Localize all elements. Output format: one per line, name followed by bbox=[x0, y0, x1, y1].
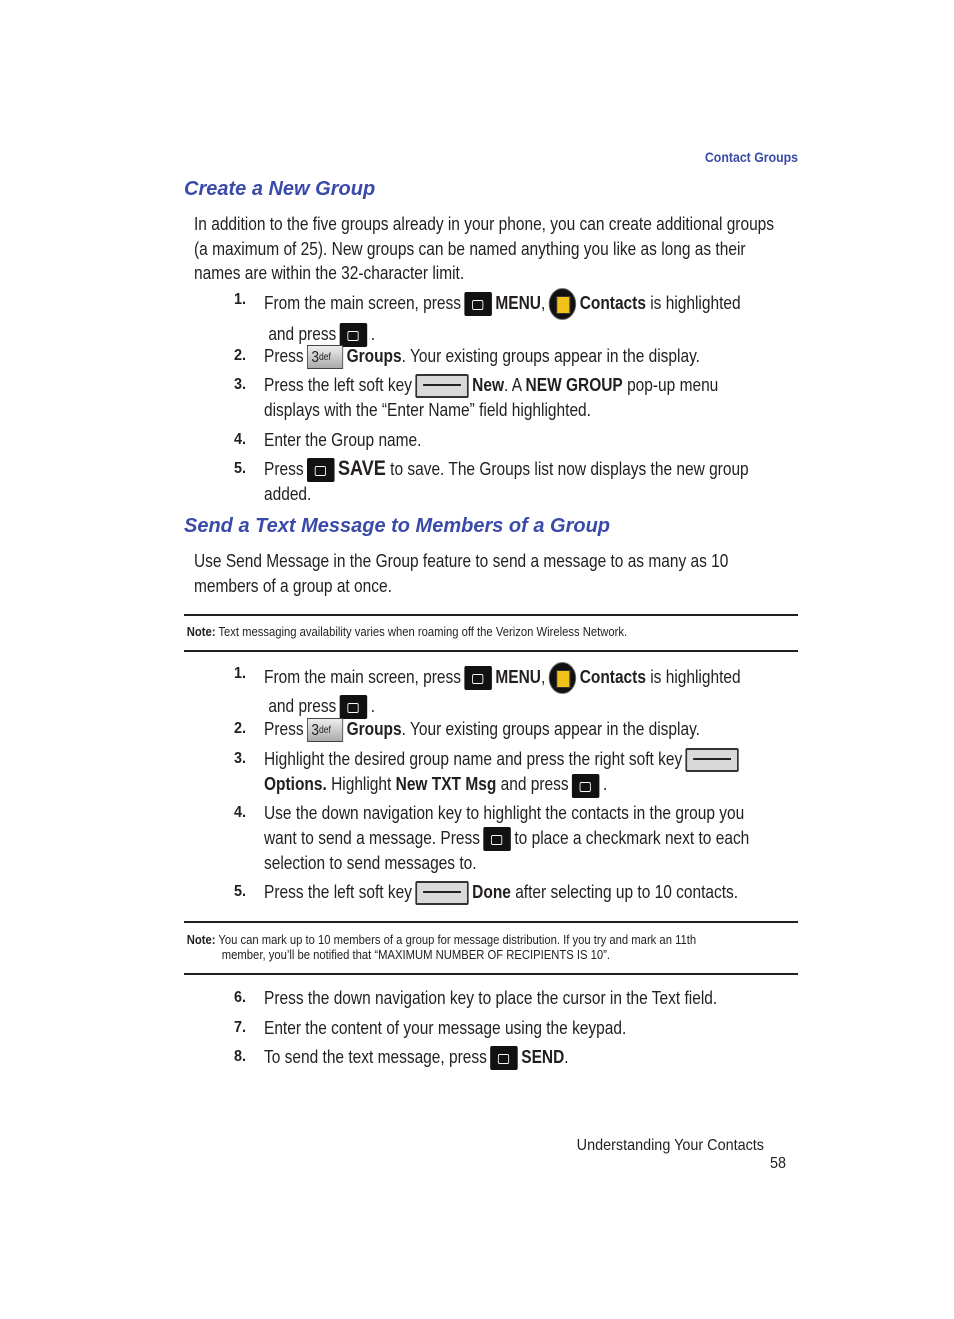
page-footer bbox=[565, 1137, 786, 1173]
step-number: 1. bbox=[234, 291, 247, 308]
intro-line: Use Send Message in the Group feature to send a message to as many as 10 bbox=[194, 551, 729, 571]
step-text: selection to send messages to. bbox=[264, 852, 477, 873]
step-number: 5. bbox=[234, 883, 247, 900]
step-text: Highlight bbox=[331, 774, 392, 795]
step-text: is highlighted bbox=[650, 292, 741, 313]
step-number: 4. bbox=[234, 431, 247, 448]
step-text: to place a checkmark next to each bbox=[514, 827, 750, 848]
step-text: From the main screen, press bbox=[264, 292, 462, 313]
step-text: Press bbox=[264, 459, 304, 479]
step-text: after selecting up to 10 contacts. bbox=[515, 882, 739, 902]
left-soft-key-icon bbox=[415, 374, 468, 398]
note-box-recipients bbox=[184, 921, 798, 975]
menu-label: MENU bbox=[495, 666, 541, 687]
send-key-icon bbox=[490, 1046, 518, 1070]
step-text: Enter the content of your message using the keypad. bbox=[264, 1018, 627, 1038]
step-text: is highlighted bbox=[650, 666, 741, 687]
page-number: 58 bbox=[769, 1155, 786, 1172]
step-text: Press bbox=[264, 346, 304, 366]
contacts-label: Contacts bbox=[579, 666, 646, 687]
step-text: to save. The Groups list now displays the new group bbox=[390, 459, 749, 479]
select-key-icon bbox=[483, 827, 511, 851]
key-digit: 3 bbox=[311, 349, 319, 367]
key-digit: 3 bbox=[311, 722, 319, 740]
running-head: Contact Groups bbox=[704, 149, 798, 165]
punct: . bbox=[564, 1047, 569, 1067]
key-3-icon bbox=[307, 718, 343, 742]
step-text: . Your existing groups appear in the display. bbox=[401, 346, 700, 366]
step-number: 2. bbox=[234, 347, 247, 364]
section-title-send-message: Send a Text Message to Members of a Group bbox=[184, 515, 611, 537]
step-number: 5. bbox=[234, 460, 247, 477]
send-label: SEND bbox=[521, 1047, 565, 1067]
step-text: want to send a message. Press bbox=[264, 827, 480, 848]
intro-line: In addition to the five groups already in your phone, you can create additional groups bbox=[194, 214, 775, 234]
right-soft-key-icon bbox=[686, 748, 739, 772]
contacts-icon bbox=[549, 288, 577, 320]
new-group-label: NEW GROUP bbox=[525, 375, 623, 395]
step-text: added. bbox=[264, 484, 312, 505]
punct: , bbox=[540, 292, 546, 313]
note-text: You can mark up to 10 members of a group for message distribution. If you try and mark an 11th bbox=[218, 933, 697, 947]
key-3-icon bbox=[307, 345, 343, 369]
step-number: 1. bbox=[234, 665, 247, 682]
step-number: 4. bbox=[234, 804, 247, 821]
left-soft-key-icon bbox=[415, 881, 468, 905]
done-label: Done bbox=[472, 882, 511, 902]
select-key-icon bbox=[340, 695, 368, 719]
step-text: Use the down navigation key to highlight the contacts in the group you bbox=[264, 803, 745, 823]
groups-label: Groups bbox=[346, 719, 402, 739]
step-number: 7. bbox=[234, 1019, 247, 1036]
note-text: Text messaging availability varies when roaming off the Verizon Wireless Network. bbox=[218, 625, 628, 639]
menu-label: MENU bbox=[495, 292, 541, 313]
punct: , bbox=[540, 666, 546, 687]
intro-line: (a maximum of 25). New groups can be named anything you like as long as their bbox=[194, 238, 746, 259]
step-number: 6. bbox=[234, 989, 247, 1006]
new-txt-msg-label: New TXT Msg bbox=[395, 774, 497, 795]
note-box-roaming bbox=[184, 614, 798, 652]
step-text: . A bbox=[504, 375, 522, 395]
step-text: Press bbox=[264, 719, 304, 739]
contacts-label: Contacts bbox=[579, 292, 646, 313]
intro-paragraph-2 bbox=[194, 549, 805, 598]
options-label: Options. bbox=[264, 774, 327, 795]
punct: . bbox=[602, 774, 608, 795]
step-text: and press bbox=[500, 774, 569, 795]
step-text: To send the text message, press bbox=[264, 1047, 487, 1067]
step-text: Highlight the desired group name and press the right soft key bbox=[264, 749, 683, 769]
step-text: . Your existing groups appear in the display. bbox=[401, 719, 700, 739]
select-key-icon bbox=[464, 292, 492, 316]
new-label: New bbox=[472, 375, 505, 395]
step-text: and press bbox=[268, 696, 337, 716]
step-number: 2. bbox=[234, 720, 247, 737]
note-label: Note: bbox=[186, 625, 216, 639]
step-text: Press the left soft key bbox=[264, 375, 412, 395]
select-key-icon bbox=[307, 458, 335, 482]
contacts-icon bbox=[549, 662, 577, 694]
step-number: 8. bbox=[234, 1048, 247, 1065]
punct: . bbox=[370, 696, 376, 716]
note-text: member, you’ll be notified that “MAXIMUM NUMBER OF RECIPIENTS IS 10”. bbox=[221, 948, 611, 962]
step-text: From the main screen, press bbox=[264, 666, 462, 687]
step-text: and press bbox=[268, 324, 337, 344]
intro-paragraph-1 bbox=[194, 212, 805, 286]
section-title-create-group: Create a New Group bbox=[184, 178, 376, 200]
footer-section-title: Understanding Your Contacts bbox=[576, 1137, 764, 1154]
select-key-icon bbox=[572, 774, 600, 798]
step-text: Press the down navigation key to place the cursor in the Text field. bbox=[264, 988, 718, 1008]
step-text: pop-up menu bbox=[627, 375, 719, 395]
key-letters: def bbox=[318, 352, 331, 364]
intro-line: names are within the 32-character limit. bbox=[194, 263, 465, 283]
intro-line: members of a group at once. bbox=[194, 575, 392, 596]
step-text: Enter the Group name. bbox=[264, 430, 422, 450]
step-number: 3. bbox=[234, 376, 247, 393]
note-label: Note: bbox=[186, 933, 216, 947]
save-label: SAVE bbox=[337, 457, 386, 480]
select-key-icon bbox=[464, 666, 492, 690]
punct: . bbox=[370, 324, 376, 344]
step-number: 3. bbox=[234, 750, 247, 767]
step-text: Press the left soft key bbox=[264, 882, 412, 902]
step-text: displays with the “Enter Name” field highlighted. bbox=[264, 400, 591, 421]
groups-label: Groups bbox=[346, 346, 402, 366]
key-letters: def bbox=[318, 725, 331, 737]
